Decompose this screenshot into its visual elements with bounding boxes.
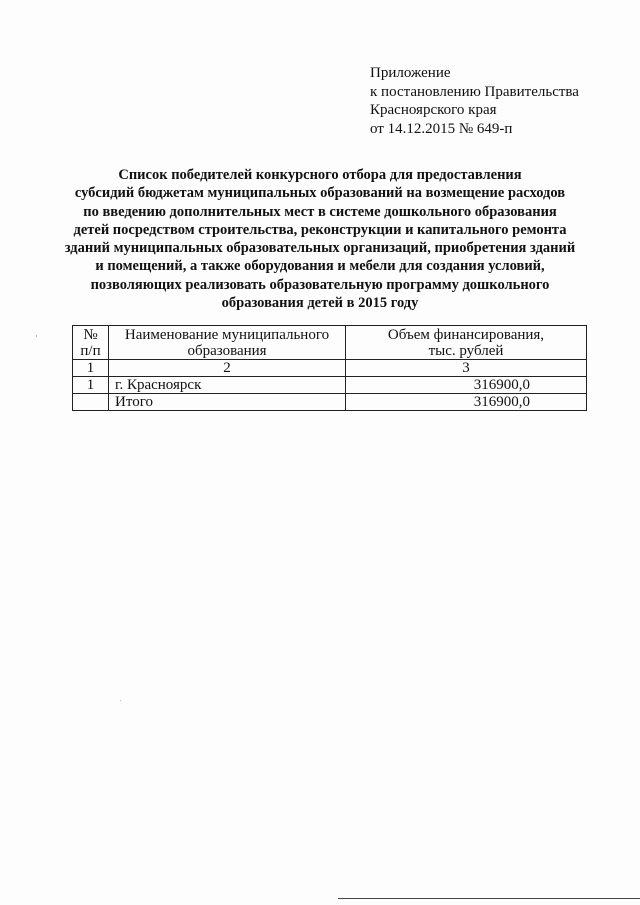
total-label: Итого bbox=[109, 394, 346, 411]
total-amount: 316900,0 bbox=[346, 394, 587, 411]
document-title bbox=[60, 166, 580, 312]
header-number bbox=[73, 326, 109, 360]
column-number-row bbox=[73, 360, 587, 377]
table-header-row bbox=[73, 326, 587, 360]
table-row bbox=[73, 377, 587, 394]
table-total-row bbox=[73, 394, 587, 411]
scan-speck bbox=[36, 335, 37, 337]
column-number: 1 bbox=[73, 360, 109, 377]
appendix-line-2: к постановлению Правительства bbox=[370, 83, 579, 100]
title-line-6: и помещений, а также оборудования и мебели для создания условий, bbox=[95, 258, 545, 275]
header-municipality bbox=[109, 326, 346, 360]
header-funding-line-1: Объем финансирования, bbox=[387, 326, 545, 343]
scan-speck bbox=[120, 700, 121, 701]
row-number bbox=[73, 394, 109, 411]
row-number: 1 bbox=[73, 377, 109, 394]
appendix-line-4: от 14.12.2015 № 649-п bbox=[370, 120, 513, 137]
municipality-name: г. Красноярск bbox=[109, 377, 346, 394]
column-number: 2 bbox=[109, 360, 346, 377]
scan-edge-line bbox=[338, 898, 640, 899]
title-line-4: детей посредством строительства, реконструкции и капитального ремонта bbox=[73, 221, 567, 238]
header-number-line-1: № bbox=[83, 326, 98, 343]
winners-table bbox=[72, 325, 587, 411]
title-line-7: позволяющих реализовать образовательную программу дошкольного bbox=[90, 276, 550, 293]
header-funding bbox=[346, 326, 587, 360]
header-municipality-line-1: Наименование муниципального bbox=[124, 326, 330, 343]
appendix-line-1: Приложение bbox=[370, 65, 451, 81]
title-line-2: субсидий бюджетам муниципальных образований на возмещение расходов bbox=[74, 185, 566, 202]
column-number: 3 bbox=[346, 360, 587, 377]
header-funding-line-2: тыс. рублей bbox=[428, 342, 504, 359]
title-line-3: по введению дополнительных мест в системе дошкольного образования bbox=[83, 203, 557, 220]
appendix-block bbox=[370, 64, 579, 138]
header-municipality-line-2: образования bbox=[187, 342, 267, 359]
appendix-line-3: Красноярского края bbox=[370, 102, 497, 118]
funding-amount: 316900,0 bbox=[346, 377, 587, 394]
title-line-8: образования детей в 2015 году bbox=[221, 295, 419, 312]
title-line-1: Список победителей конкурсного отбора для предоставления bbox=[118, 167, 522, 183]
title-line-5: зданий муниципальных образовательных организаций, приобретения зданий bbox=[64, 240, 576, 257]
header-number-line-2: п/п bbox=[80, 342, 101, 359]
